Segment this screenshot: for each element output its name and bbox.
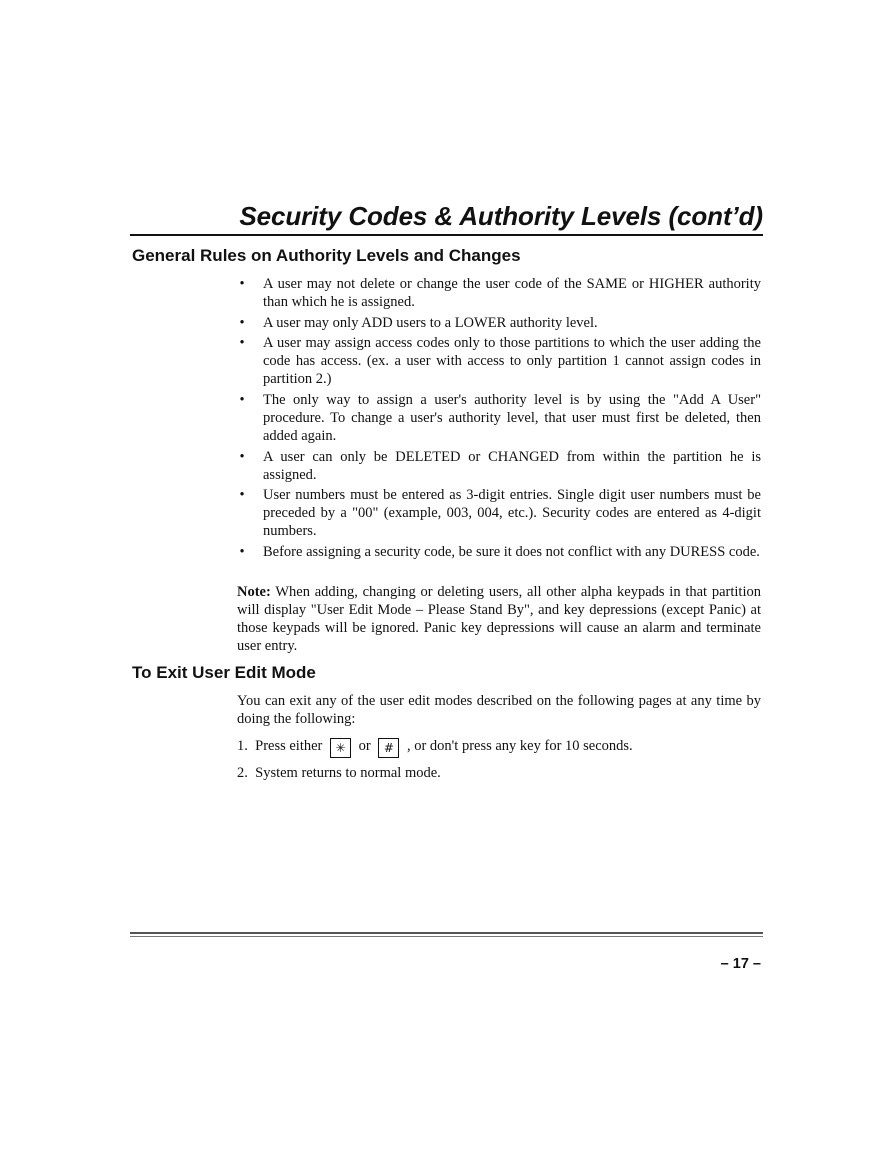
step-number: 1. — [237, 738, 248, 754]
list-item — [237, 334, 761, 388]
list-item — [237, 448, 761, 484]
star-key-icon: ✳ — [330, 738, 351, 758]
footer-divider-secondary — [130, 936, 763, 937]
step-text: System returns to normal mode. — [255, 765, 441, 781]
note-text: When adding, changing or deleting users, all other alpha keypads in that partition will display "User Edit Mode – Please Stand By", and key depressions (except Panic) at those keypads will be ignored. Panic key depressions will cause an alarm and terminate user entry. — [237, 584, 761, 654]
bullet-icon: • — [239, 448, 245, 465]
title-divider — [130, 234, 763, 236]
rules-list — [237, 275, 761, 564]
page-title: Security Codes & Authority Levels (cont’d) — [239, 201, 763, 231]
rule-text: A user may only ADD users to a LOWER authority level. — [263, 314, 598, 331]
bullet-icon: • — [239, 392, 245, 409]
bullet-icon: • — [239, 335, 245, 352]
step-number: 2. — [237, 765, 248, 781]
bullet-icon: • — [239, 276, 245, 292]
bullet-icon: • — [239, 487, 245, 504]
section-heading-general-rules: General Rules on Authority Levels and Changes — [132, 246, 521, 265]
step-text-or: or — [358, 738, 371, 754]
rule-text: User numbers must be entered as 3-digit entries. Single digit user numbers must be preceded by a "00" (example, 003, 004, etc.). Security codes are entered as 4-digit numbers. — [263, 487, 761, 540]
rule-text: The only way to assign a user's authority level is by using the "Add A User" procedure. To change a user's authority level, that user must first be deleted, then added again. — [263, 392, 761, 445]
list-item — [237, 275, 761, 311]
rule-text: A user can only be DELETED or CHANGED from within the partition he is assigned. — [263, 448, 761, 483]
bullet-icon: • — [239, 544, 245, 561]
rule-text: A user may assign access codes only to those partitions to which the user adding the code has access. (ex. a user with access to only partition 1 cannot assign codes in partition 2.) — [263, 335, 761, 388]
step-1 — [237, 737, 761, 758]
rule-text: Before assigning a security code, be sure it does not conflict with any DURESS code. — [263, 544, 760, 561]
note-paragraph — [237, 583, 761, 655]
rule-text: A user may not delete or change the user code of the SAME or HIGHER authority than which he is assigned. — [263, 276, 761, 310]
bullet-icon: • — [239, 314, 245, 331]
step-text-suffix: , or don't press any key for 10 seconds. — [406, 738, 633, 754]
footer-divider — [130, 932, 763, 934]
exit-intro-paragraph: You can exit any of the user edit modes described on the following pages at any time by doing the following: — [237, 693, 761, 727]
list-item — [237, 543, 761, 561]
step-text-prefix: Press either — [255, 738, 323, 754]
note-label: Note: — [237, 584, 271, 600]
list-item — [237, 391, 761, 445]
list-item — [237, 486, 761, 540]
section-heading-exit-edit-mode: To Exit User Edit Mode — [132, 663, 316, 682]
list-item — [237, 314, 761, 332]
step-2 — [237, 764, 761, 782]
hash-key-icon: # — [378, 738, 399, 758]
page-number: – 17 – — [720, 956, 761, 972]
